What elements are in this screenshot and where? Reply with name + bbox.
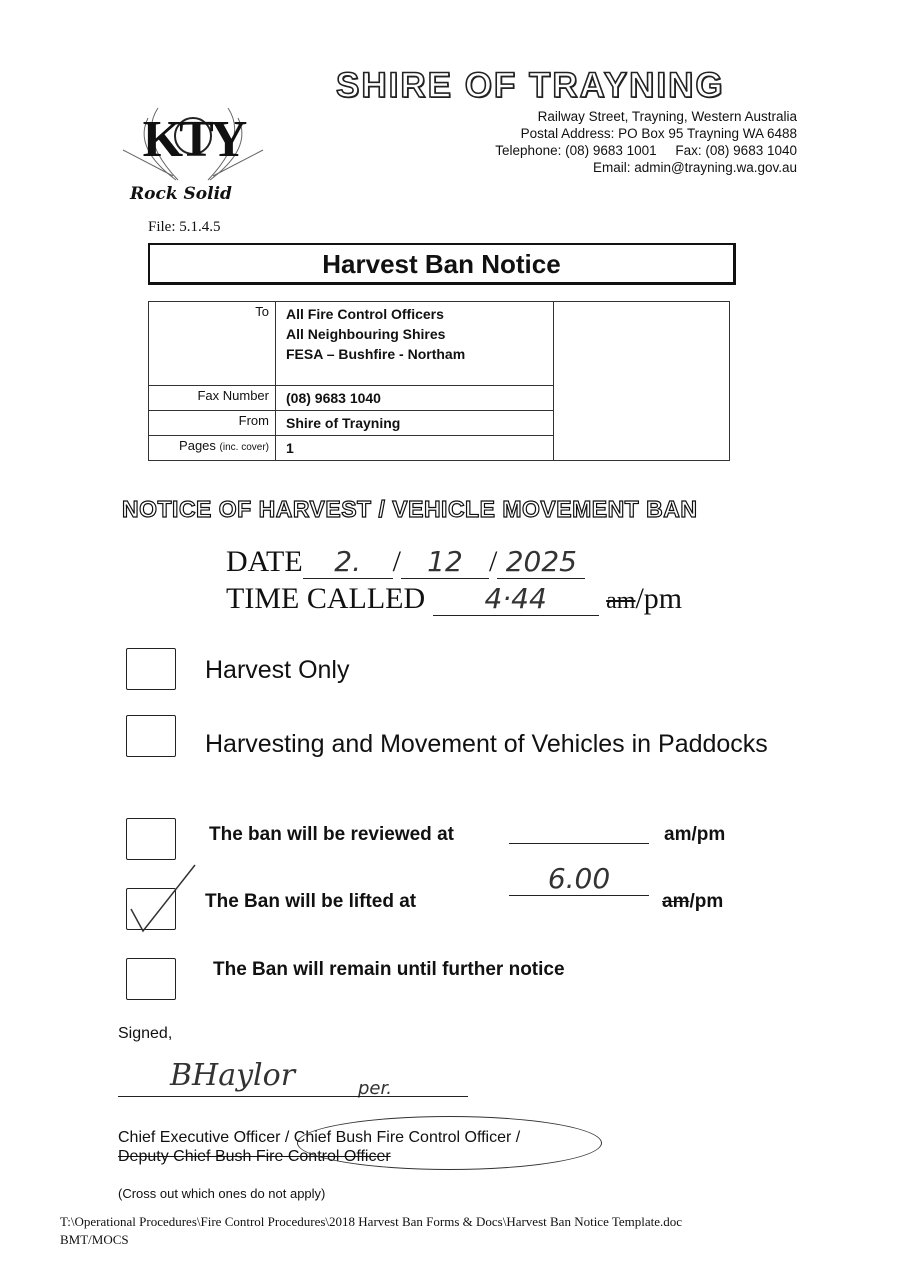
signature-line <box>118 1096 468 1097</box>
role-line: Chief Executive Officer / Chief Bush Fire Control Officer / <box>118 1129 521 1146</box>
per-note: per. <box>358 1078 392 1099</box>
shire-logo <box>118 88 268 188</box>
file-number: File: 5.1.4.5 <box>148 219 221 235</box>
blank-cell <box>554 302 730 461</box>
form-title: Harvest Ban Notice <box>148 243 736 285</box>
review-label: The ban will be reviewed at <box>209 824 454 845</box>
until-notice-label: The Ban will remain until further notice <box>213 959 565 980</box>
time-label: TIME CALLED <box>226 582 426 615</box>
review-ampm: am/pm <box>664 824 726 845</box>
signed-label: Signed, <box>118 1025 173 1042</box>
footer <box>60 1213 682 1249</box>
fax-label: Fax Number <box>149 386 276 411</box>
harvest-only-checkbox[interactable] <box>126 648 176 690</box>
doc-code: BMT/MOCS <box>60 1232 129 1247</box>
lifted-checkbox[interactable] <box>126 888 176 930</box>
review-checkbox[interactable] <box>126 818 176 860</box>
review-time-field[interactable] <box>509 826 649 844</box>
harvest-vehicles-checkbox[interactable] <box>126 715 176 757</box>
template-path: T:\Operational Procedures\Fire Control Procedures\2018 Harvest Ban Forms & Docs\Harvest Ban Notice Template.doc <box>60 1214 683 1229</box>
fax-cover-table <box>148 301 730 461</box>
until-notice-checkbox[interactable] <box>126 958 176 1000</box>
harvest-vehicles-label: Harvesting and Movement of Vehicles in Paddocks <box>205 730 768 758</box>
role-line: Deputy Chief Bush Fire Control Officer <box>118 1148 391 1165</box>
from-label: From <box>149 411 276 436</box>
date-label: DATE <box>226 545 303 578</box>
date-month[interactable]: 12 <box>401 545 489 579</box>
date-row: DATE 2. / 12 / 2025 <box>226 545 585 579</box>
from-value: Shire of Trayning <box>276 411 554 436</box>
to-recipients: All Fire Control Officers All Neighbouring Shires FESA – Bushfire - Northam <box>276 302 554 386</box>
email: Email: admin@trayning.wa.gov.au <box>592 160 797 175</box>
lifted-time-value[interactable]: 6.00 <box>509 862 649 896</box>
time-row <box>226 582 682 616</box>
lifted-label: The Ban will be lifted at <box>205 891 417 912</box>
org-name: SHIRE OF TRAYNING <box>336 66 725 105</box>
time-called-value[interactable]: 4·44 <box>433 582 599 616</box>
svg-text:KTY: KTY <box>142 111 244 168</box>
pm-label: /pm <box>635 582 683 615</box>
harvest-only-label: Harvest Only <box>205 656 350 684</box>
circled-annotation <box>297 1116 602 1170</box>
fax-number: (08) 9683 1040 <box>276 386 554 411</box>
notice-title: NOTICE OF HARVEST / VEHICLE MOVEMENT BAN <box>122 496 698 522</box>
date-day[interactable]: 2. <box>303 545 393 579</box>
checkmark-icon <box>125 859 205 919</box>
signature: BHaylor <box>170 1058 296 1093</box>
am-struck: am <box>606 588 636 614</box>
pages-label: Pages (inc. cover) <box>149 436 276 461</box>
org-address <box>495 108 797 176</box>
phone-fax: Telephone: (08) 9683 1001 Fax: (08) 9683 1040 <box>495 143 797 158</box>
postal-address: Postal Address: PO Box 95 Trayning WA 6488 <box>520 126 797 141</box>
lifted-ampm: am/pm <box>662 891 724 912</box>
date-year[interactable]: 2025 <box>497 545 585 579</box>
to-label: To <box>149 302 276 386</box>
address-line: Railway Street, Trayning, Western Australia <box>537 109 797 124</box>
pages-value: 1 <box>276 436 554 461</box>
motto: Rock Solid <box>130 184 232 204</box>
cross-out-note: (Cross out which ones do not apply) <box>118 1186 326 1201</box>
